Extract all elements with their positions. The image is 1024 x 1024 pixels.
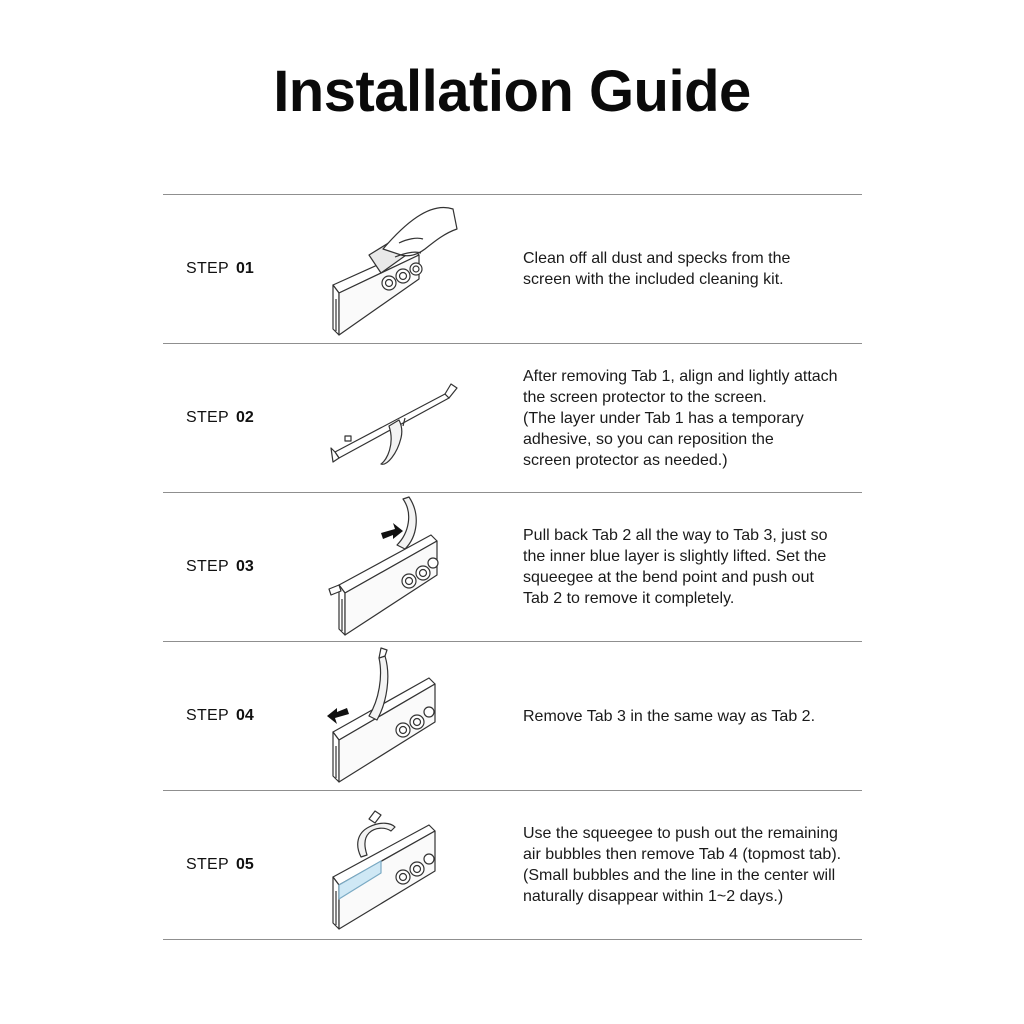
step-word: STEP	[186, 409, 229, 426]
step-text: Use the squeegee to push out the remaining air bubbles then remove Tab 4 (topmost tab). (Small bubbles and the line in the center will naturally disappear within 1~2 days.)	[523, 825, 842, 905]
step-word: STEP	[186, 856, 229, 873]
step-description	[523, 791, 868, 939]
step-row	[163, 344, 862, 493]
step-row	[163, 195, 862, 344]
step-word: STEP	[186, 707, 229, 724]
step-label	[186, 493, 254, 641]
step-text: Clean off all dust and specks from the screen with the included cleaning kit.	[523, 250, 791, 288]
step-text: Remove Tab 3 in the same way as Tab 2.	[523, 707, 816, 725]
step-text: Pull back Tab 2 all the way to Tab 3, just so the inner blue layer is slightly lifted. Set the squeegee at the bend point and push out Tab 2 to remove it completely.	[523, 527, 828, 607]
steps-list	[163, 194, 862, 940]
step-number: 01	[236, 260, 254, 277]
step-label	[186, 642, 254, 790]
step-row	[163, 642, 862, 791]
step-description	[523, 195, 868, 343]
step-label	[186, 791, 254, 939]
remove-tab4-illustration	[325, 791, 485, 939]
pull-tab2-illustration	[325, 493, 485, 641]
step-number: 02	[236, 409, 254, 426]
step-row	[163, 791, 862, 940]
step-text: After removing Tab 1, align and lightly attach the screen protector to the screen. (The layer under Tab 1 has a temporary adhesive, so you can reposition the screen protector as needed.)	[523, 367, 838, 469]
remove-tab3-illustration	[325, 642, 485, 790]
step-description	[523, 493, 868, 641]
step-description	[523, 344, 868, 492]
step-word: STEP	[186, 558, 229, 575]
step-label	[186, 195, 254, 343]
step-row	[163, 493, 862, 642]
step-description	[523, 642, 868, 790]
step-label	[186, 344, 254, 492]
page-title: Installation Guide	[273, 59, 751, 124]
phone-cleaning-illustration	[325, 195, 485, 343]
step-number: 05	[236, 856, 254, 873]
step-number: 03	[236, 558, 254, 575]
step-word: STEP	[186, 260, 229, 277]
protector-tab-illustration	[325, 344, 485, 492]
step-number: 04	[236, 707, 254, 724]
